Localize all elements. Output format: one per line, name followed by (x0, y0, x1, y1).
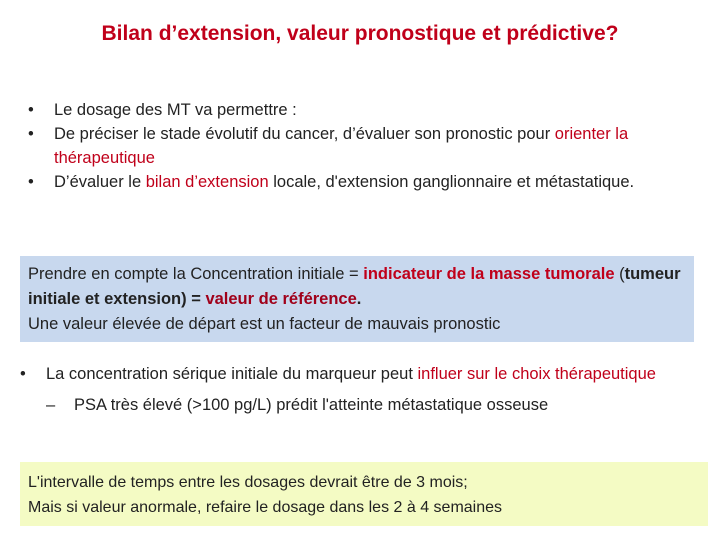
bullet-icon: • (28, 173, 34, 191)
box-text: ( (614, 265, 625, 283)
box-line: Une valeur élevée de départ est un facteur de mauvais pronostic (28, 315, 501, 333)
highlight-text: influer sur le choix thérapeutique (417, 365, 656, 383)
bullet-item (20, 362, 710, 387)
bold-text: tumeur initiale et extension) = (28, 265, 681, 308)
box-line: L'intervalle de temps entre les dosages devrait être de 3 mois; (28, 474, 468, 491)
concentration-info-box (20, 256, 694, 342)
bullet-icon: • (20, 365, 26, 383)
bullet-text: locale, d'extension ganglionnaire et métastatique. (268, 173, 635, 191)
bullet-text: Le dosage des MT va permettre : (54, 101, 297, 119)
highlight-text: orienter la thérapeutique (54, 125, 629, 167)
sub-bullet-item (20, 393, 710, 418)
bullet-text: De préciser le stade évolutif du cancer, d’évaluer son pronostic pour (54, 125, 555, 143)
box-line (28, 262, 686, 312)
bullet-icon: • (28, 101, 34, 119)
bullet-item (28, 98, 698, 122)
bullet-icon: • (28, 125, 34, 143)
page-title: Bilan d’extension, valeur pronostique et prédictive? (101, 22, 619, 45)
intro-bullet-list (28, 98, 698, 194)
bullet-text: La concentration sérique initiale du marqueur peut (46, 365, 418, 383)
prediction-section (20, 362, 710, 418)
dash-icon: – (46, 396, 56, 414)
box-line: Mais si valeur anormale, refaire le dosage dans les 2 à 4 semaines (28, 499, 503, 516)
highlight-text: valeur de référence (205, 290, 357, 308)
sub-bullet-text: PSA très élevé (>100 pg/L) prédit l'atteinte métastatique osseuse (74, 396, 549, 414)
highlight-text: indicateur de la masse tumorale (363, 265, 615, 283)
bullet-item (28, 170, 698, 194)
interval-info-box (20, 462, 708, 526)
box-text: Prendre en compte la Concentration initiale = (28, 265, 364, 283)
highlight-text: bilan d’extension (145, 173, 269, 191)
box-text: . (356, 290, 362, 308)
bullet-item (28, 122, 698, 170)
bullet-text: D’évaluer le (54, 173, 146, 191)
